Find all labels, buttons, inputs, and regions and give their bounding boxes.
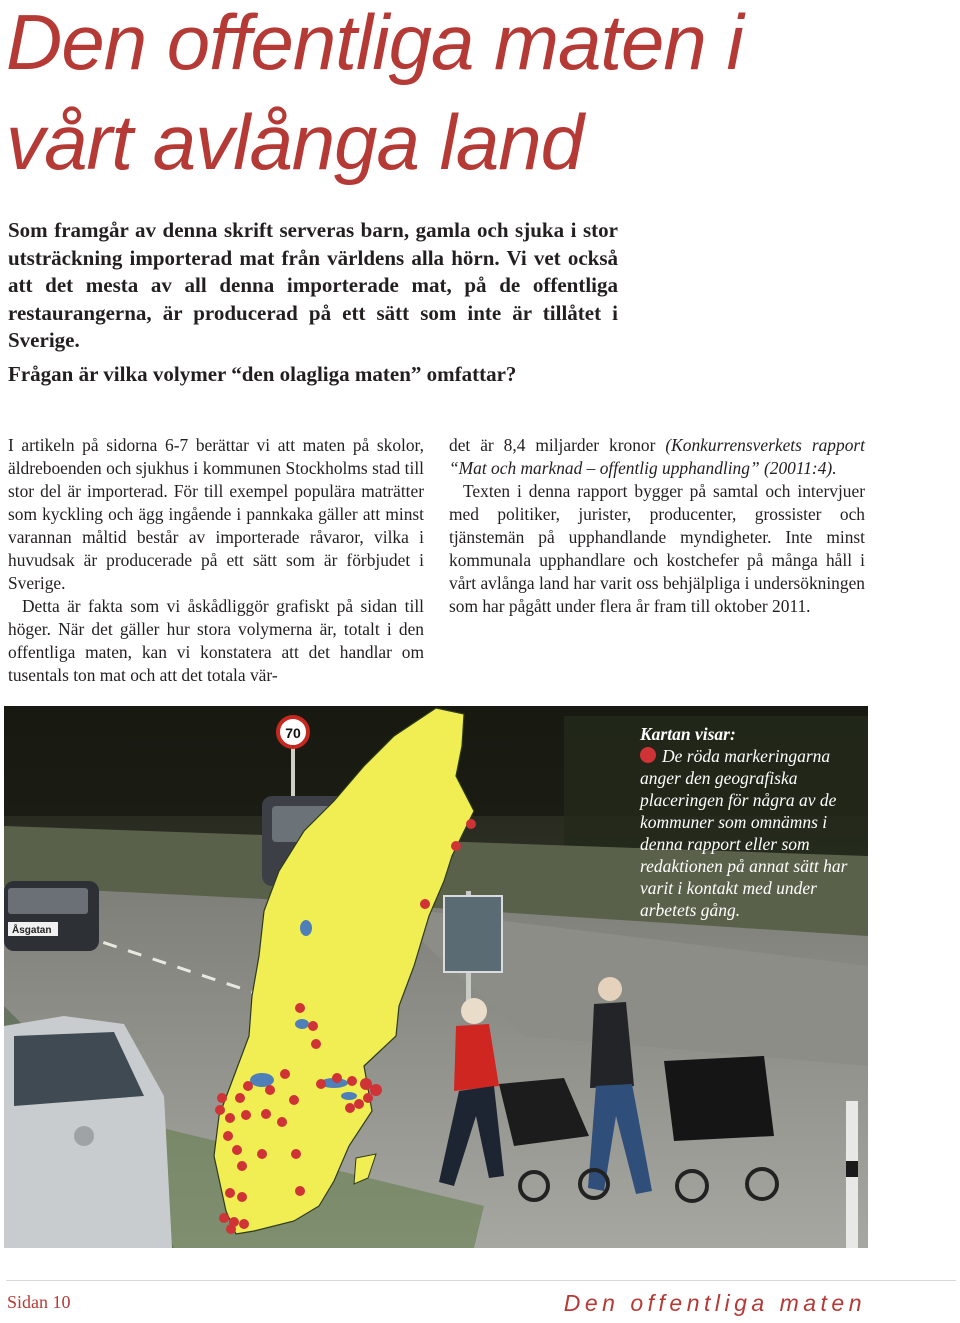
map-caption [640, 723, 856, 921]
body-paragraph-2: Detta är fakta som vi åskådliggör grafiskt på sidan till höger. När det gäller hur stora volymerna är, totalt i den offentliga maten, kan vi konstatera att det handlar om tusentals ton mat och att det totala vär- [8, 596, 424, 685]
report-reference: (Konkurrensverkets rapport “Mat och marknad – offentlig upphandling” (20011:4). [449, 435, 865, 478]
page-title [6, 0, 743, 192]
plate-text: Åsgatan [12, 925, 52, 936]
car-left-icon [4, 881, 99, 951]
running-title: Den offentliga maten [563, 1290, 866, 1316]
body-column-left [8, 434, 424, 687]
speed-sign-value: 70 [285, 725, 301, 741]
lead-paragraph [8, 217, 618, 388]
title-line-1: Den offentliga maten i [6, 0, 743, 86]
body-paragraph-3 [449, 434, 865, 480]
lead-question: Frågan är vilka volymer “den olagliga maten” omfattar? [8, 361, 517, 386]
footer-divider [6, 1280, 956, 1281]
body-column-right [449, 434, 865, 618]
body-paragraph-3-text: det är 8,4 miljarder kronor [449, 435, 666, 455]
page-number: Sidan 10 [7, 1292, 71, 1312]
body-paragraph-1: I artikeln på sidorna 6-7 berättar vi att maten på skolor, äldreboenden och sjukhus i kommunen Stockholms stad till stor del är importerad. För till exempel populära maträtter som kyckling och ägg ingående i pannkaka gäller att minst varannan måltid består av importerade råvaror, vilka i huvudsak är producerade på ett sätt som är förbjudet i Sverige. [8, 435, 424, 593]
caption-head: Kartan visar: [640, 724, 736, 744]
caption-text: De röda markeringarna anger den geografiska placeringen för några av de kommuner som omnämns i denna rapport eller som redaktionen på annat sätt har varit i kontakt med under arbetets gång. [640, 746, 848, 920]
lead-text: Som framgår av denna skrift serveras barn, gamla och sjuka i stor utsträckning importerad mat från världens alla hörn. Vi vet också att det mesta av all denna importerade mat, på de offentliga restaurangerna, är producerad på ett sätt som inte är tillåtet i Sverige. [8, 218, 618, 352]
title-line-2: vårt avlånga land [6, 98, 584, 186]
red-marker-icon [640, 747, 656, 763]
body-paragraph-4: Texten i denna rapport bygger på samtal och intervjuer med politiker, jurister, producenter, grossister och tjänstemän på upphandlande myndigheter. Inte minst kommunala upphandlare och kostchefer på många håll i vårt avlånga land har varit oss behjälpliga i undersökningen som har pågått under flera år fram till oktober 2011. [449, 481, 865, 616]
